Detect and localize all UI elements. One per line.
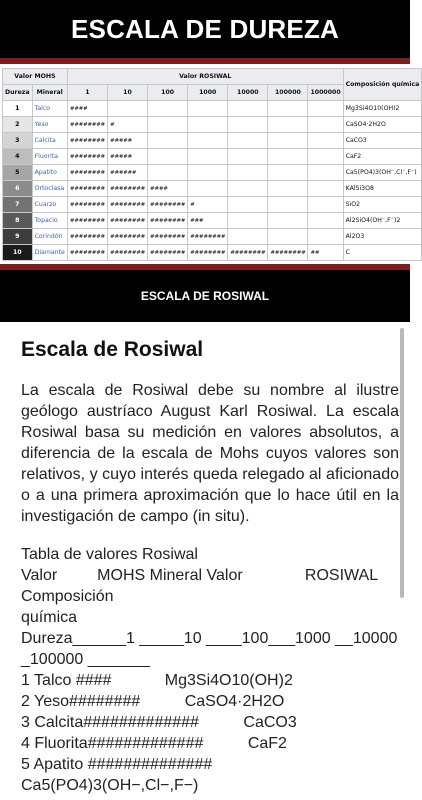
rosiwal-bar-cell	[268, 133, 308, 149]
header-composicion: Composición química	[343, 69, 422, 101]
header-dureza: Dureza	[3, 85, 33, 101]
header-scale-4: 10000	[228, 85, 268, 101]
header-valor-rosiwal: Valor ROSIWAL	[67, 69, 343, 85]
dureza-cell: 7	[3, 197, 33, 213]
rosiwal-bar-cell	[188, 149, 228, 165]
rosiwal-bar-cell	[308, 101, 343, 117]
table-row	[3, 165, 422, 181]
dureza-cell: 6	[3, 181, 33, 197]
rosiwal-bar-cell	[148, 165, 188, 181]
header-scale-6: 1000000	[308, 85, 343, 101]
mineral-link[interactable]: Diamante	[32, 245, 67, 261]
rosiwal-bar-cell	[268, 117, 308, 133]
dureza-cell: 1	[3, 101, 33, 117]
rosiwal-bar-cell	[188, 165, 228, 181]
rosiwal-bar-cell	[228, 181, 268, 197]
rosiwal-bar-cell	[228, 197, 268, 213]
article-intro: La escala de Rosiwal debe su nombre al ilustre geólogo austríaco August Karl Rosiwal. La escala Rosiwal basa su medición en valores absolutos, a diferencia de la escala de Mohs cuyos valores son relativos, y cuyo interés queda relegado al aficionado o a una primera aproximación que lo hace útil en la investigación de campo (in situ).	[21, 382, 399, 525]
dureza-cell: 4	[3, 149, 33, 165]
rosiwal-bar-cell: ####	[148, 181, 188, 197]
rosiwal-bar-cell: ########	[148, 197, 188, 213]
app-header	[0, 0, 410, 58]
rosiwal-bar-cell	[308, 229, 343, 245]
rosiwal-bar-cell: ########	[107, 213, 147, 229]
header-scale-0: 1	[67, 85, 107, 101]
text-table-line: 1 Talco #### Mg3Si4O10(OH)2	[21, 672, 293, 689]
hardness-table-image	[0, 58, 420, 270]
text-table-line: 4 Fluorita############# CaF2	[21, 735, 287, 752]
dureza-cell: 8	[3, 213, 33, 229]
rosiwal-bar-cell: #	[107, 117, 147, 133]
table-row	[3, 149, 422, 165]
rosiwal-bar-cell	[107, 101, 147, 117]
dureza-cell: 5	[3, 165, 33, 181]
rosiwal-bar-cell: ######	[107, 165, 147, 181]
composition-cell: KAlSi3O8	[343, 181, 422, 197]
rosiwal-bar-cell: ########	[67, 165, 107, 181]
mineral-link[interactable]: Cuarzo	[32, 197, 67, 213]
article-heading: Escala de Rosiwal	[21, 338, 204, 361]
header-scale-2: 100	[148, 85, 188, 101]
rosiwal-bar-cell: ########	[67, 229, 107, 245]
table-row	[3, 229, 422, 245]
table-row	[3, 133, 422, 149]
page-title: ESCALA DE DUREZA	[70, 13, 340, 44]
rosiwal-bar-cell	[188, 117, 228, 133]
rosiwal-bar-cell	[308, 165, 343, 181]
rosiwal-bar-cell	[228, 101, 268, 117]
rosiwal-bar-cell: ########	[67, 197, 107, 213]
text-table-line: Tabla de valores Rosiwal	[21, 546, 198, 563]
rosiwal-bar-cell: #	[188, 197, 228, 213]
header-scale-1: 10	[107, 85, 147, 101]
mohs-rosiwal-table	[2, 68, 422, 261]
rosiwal-bar-cell	[188, 101, 228, 117]
rosiwal-bar-cell: ########	[67, 117, 107, 133]
rosiwal-bar-cell	[228, 133, 268, 149]
rosiwal-bar-cell: #####	[107, 149, 147, 165]
composition-cell: Al2O3	[343, 229, 422, 245]
scrollbar[interactable]	[400, 328, 404, 598]
mineral-link[interactable]: Calcita	[32, 133, 67, 149]
section-banner	[0, 270, 410, 322]
rosiwal-bar-cell	[148, 133, 188, 149]
rosiwal-bar-cell	[148, 117, 188, 133]
table-row	[3, 245, 422, 261]
rosiwal-bar-cell	[268, 101, 308, 117]
composition-cell: CaSO4·2H2O	[343, 117, 422, 133]
table-row	[3, 101, 422, 117]
table-row	[3, 197, 422, 213]
table-row	[3, 213, 422, 229]
article-content[interactable]	[0, 322, 410, 800]
rosiwal-bar-cell	[308, 213, 343, 229]
rosiwal-bar-cell: ###	[188, 213, 228, 229]
rosiwal-bar-cell: #####	[107, 133, 147, 149]
text-table-line: química	[21, 609, 78, 626]
dureza-cell: 2	[3, 117, 33, 133]
text-table-line: Dureza______1 _____10 ____100___1000 __10000	[21, 630, 398, 647]
rosiwal-bar-cell	[188, 133, 228, 149]
composition-cell: Mg3Si4O10(OH)2	[343, 101, 422, 117]
rosiwal-bar-cell	[308, 117, 343, 133]
header-valor-mohs: Valor MOHS	[3, 69, 68, 85]
rosiwal-bar-cell: ########	[268, 245, 308, 261]
rosiwal-bar-cell: ########	[107, 245, 147, 261]
table-row	[3, 181, 422, 197]
rosiwal-bar-cell: ########	[67, 213, 107, 229]
section-banner-title: ESCALA DE ROSIWAL	[140, 289, 270, 303]
text-table-line: _100000 _______	[21, 651, 151, 668]
rosiwal-bar-cell	[228, 149, 268, 165]
rosiwal-bar-cell: ########	[148, 245, 188, 261]
rosiwal-bar-cell	[308, 133, 343, 149]
text-table-line: 2 Yeso######## CaSO4·2H2O	[21, 693, 285, 710]
dureza-cell: 10	[3, 245, 33, 261]
rosiwal-bar-cell: ########	[228, 245, 268, 261]
text-table-line: Composición	[21, 588, 114, 605]
header-mineral: Mineral	[32, 85, 67, 101]
table-row	[3, 117, 422, 133]
text-table-line: Valor MOHS Mineral Valor ROSIWAL	[21, 567, 379, 584]
text-table-line: 3 Calcita############# CaCO3	[21, 714, 297, 731]
rosiwal-bar-cell: ########	[107, 197, 147, 213]
composition-cell: C	[343, 245, 422, 261]
rosiwal-bar-cell	[268, 165, 308, 181]
rosiwal-bar-cell	[268, 149, 308, 165]
composition-cell: Ca5(PO4)3(OH⁻,Cl⁻,F⁻)	[343, 165, 422, 181]
rosiwal-bar-cell: ########	[188, 245, 228, 261]
text-table-line: 5 Apatito ##############	[21, 756, 213, 773]
rosiwal-bar-cell	[268, 213, 308, 229]
composition-cell: SiO2	[343, 197, 422, 213]
header-scale-3: 1000	[188, 85, 228, 101]
rosiwal-bar-cell	[268, 181, 308, 197]
composition-cell: CaF2	[343, 149, 422, 165]
mineral-link[interactable]: Yeso	[32, 117, 67, 133]
rosiwal-bar-cell	[268, 229, 308, 245]
dureza-cell: 9	[3, 229, 33, 245]
mineral-link[interactable]: Corindón	[32, 229, 67, 245]
mineral-link[interactable]: Talco	[32, 101, 67, 117]
rosiwal-bar-cell: ########	[148, 229, 188, 245]
rosiwal-bar-cell	[148, 149, 188, 165]
rosiwal-bar-cell	[228, 229, 268, 245]
rosiwal-bar-cell	[148, 101, 188, 117]
rosiwal-bar-cell	[308, 181, 343, 197]
dureza-cell: 3	[3, 133, 33, 149]
rosiwal-bar-cell: ########	[67, 181, 107, 197]
rosiwal-bar-cell: ########	[67, 133, 107, 149]
rosiwal-bar-cell	[308, 149, 343, 165]
mineral-link[interactable]: Topacio	[32, 213, 67, 229]
rosiwal-bar-cell: ##	[308, 245, 343, 261]
rosiwal-bar-cell: ########	[67, 149, 107, 165]
mineral-link[interactable]: Ortoclasa	[32, 181, 67, 197]
rosiwal-bar-cell: ########	[107, 181, 147, 197]
mineral-link[interactable]: Fluorita	[32, 149, 67, 165]
rosiwal-bar-cell	[188, 181, 228, 197]
rosiwal-bar-cell: ########	[188, 229, 228, 245]
rosiwal-bar-cell: ########	[67, 245, 107, 261]
rosiwal-bar-cell	[228, 165, 268, 181]
rosiwal-bar-cell: ########	[107, 229, 147, 245]
composition-cell: CaCO3	[343, 133, 422, 149]
composition-cell: Al2SiO4(OH⁻,F⁻)2	[343, 213, 422, 229]
mineral-link[interactable]: Apatito	[32, 165, 67, 181]
rosiwal-bar-cell	[228, 117, 268, 133]
hardness-table-frame	[0, 64, 420, 264]
rosiwal-bar-cell	[228, 213, 268, 229]
rosiwal-bar-cell: ########	[148, 213, 188, 229]
rosiwal-bar-cell	[268, 197, 308, 213]
header-scale-5: 100000	[268, 85, 308, 101]
rosiwal-bar-cell	[308, 197, 343, 213]
rosiwal-bar-cell: ####	[67, 101, 107, 117]
text-table-line: Ca5(PO4)3(OH−,Cl−,F−)	[21, 777, 199, 794]
